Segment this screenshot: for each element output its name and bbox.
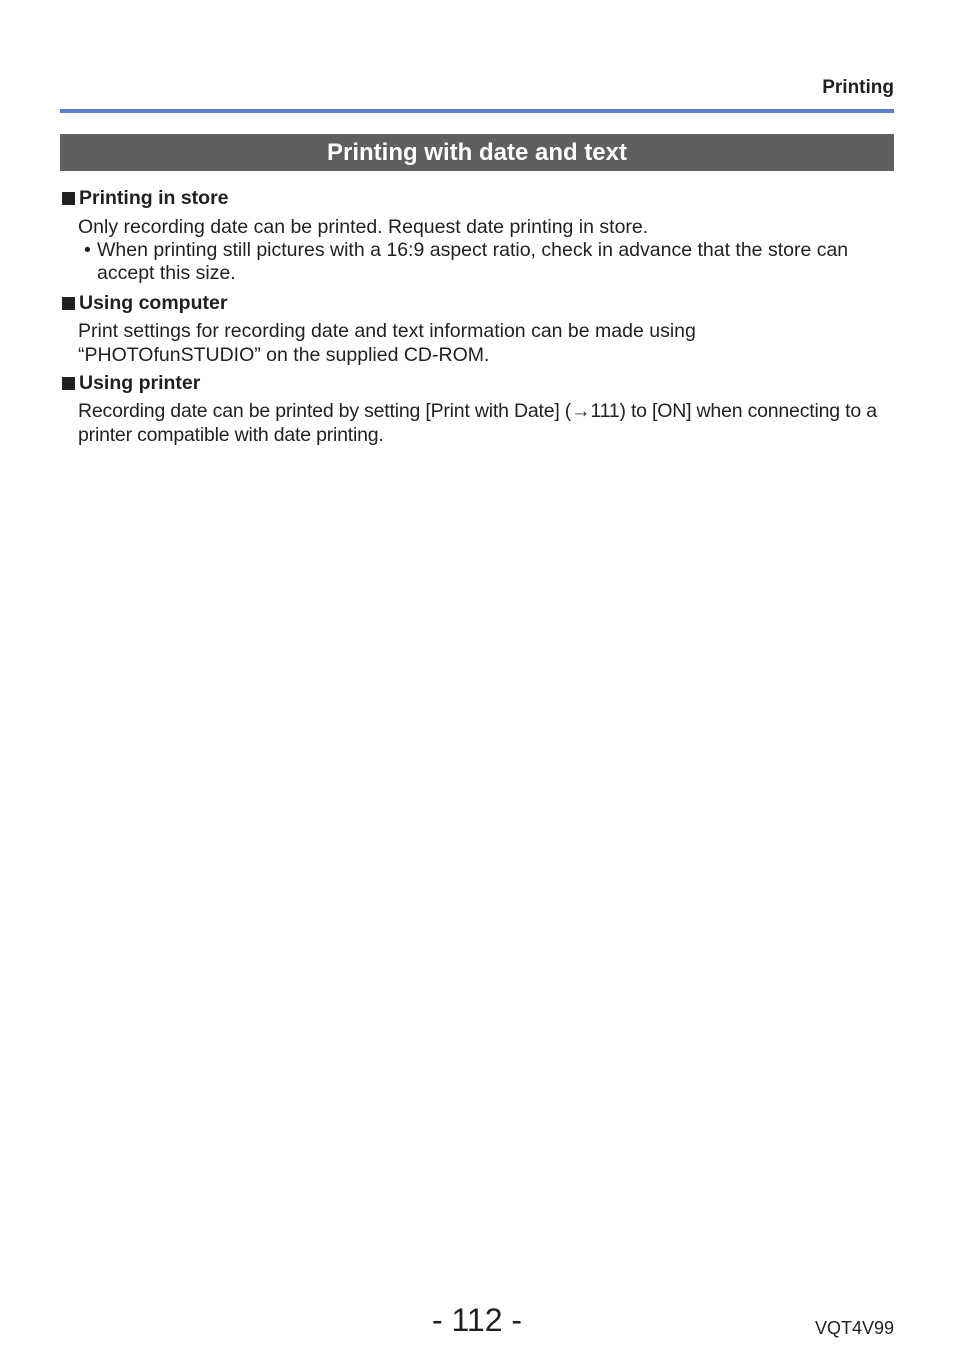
header-divider bbox=[60, 109, 894, 113]
section-heading bbox=[60, 370, 896, 397]
square-bullet-icon bbox=[62, 377, 75, 390]
section-heading-text: Using printer bbox=[79, 372, 201, 394]
running-header: Printing bbox=[822, 77, 894, 98]
section-heading-text: Printing in store bbox=[79, 187, 229, 209]
section-using-printer bbox=[60, 370, 896, 447]
section-heading-text: Using computer bbox=[79, 292, 228, 314]
section-body: Only recording date can be printed. Request date printing in store. bbox=[78, 216, 649, 238]
section-heading bbox=[60, 185, 896, 212]
section-using-computer bbox=[60, 290, 896, 367]
page-number: - 112 - bbox=[431, 1302, 523, 1338]
section-body: Recording date can be printed by setting [Print with Date] (→111) to [ON] when connecting to a printer compatible with date printing. bbox=[78, 400, 877, 446]
square-bullet-icon bbox=[62, 297, 75, 310]
bullet-note-text: When printing still pictures with a 16:9 aspect ratio, check in advance that the store can accept this size. bbox=[97, 239, 849, 284]
section-body: Print settings for recording date and text information can be made using “PHOTOfunSTUDIO” on the supplied CD-ROM. bbox=[78, 320, 696, 366]
model-code: VQT4V99 bbox=[814, 1318, 894, 1338]
main-content bbox=[60, 183, 896, 447]
section-printing-in-store bbox=[60, 185, 896, 285]
section-heading bbox=[60, 290, 896, 317]
page-title: Printing with date and text bbox=[326, 138, 627, 166]
bullet-note bbox=[60, 239, 896, 285]
square-bullet-icon bbox=[62, 192, 75, 205]
section-title-bar bbox=[60, 134, 894, 171]
bullet-dot-icon: • bbox=[84, 239, 91, 261]
